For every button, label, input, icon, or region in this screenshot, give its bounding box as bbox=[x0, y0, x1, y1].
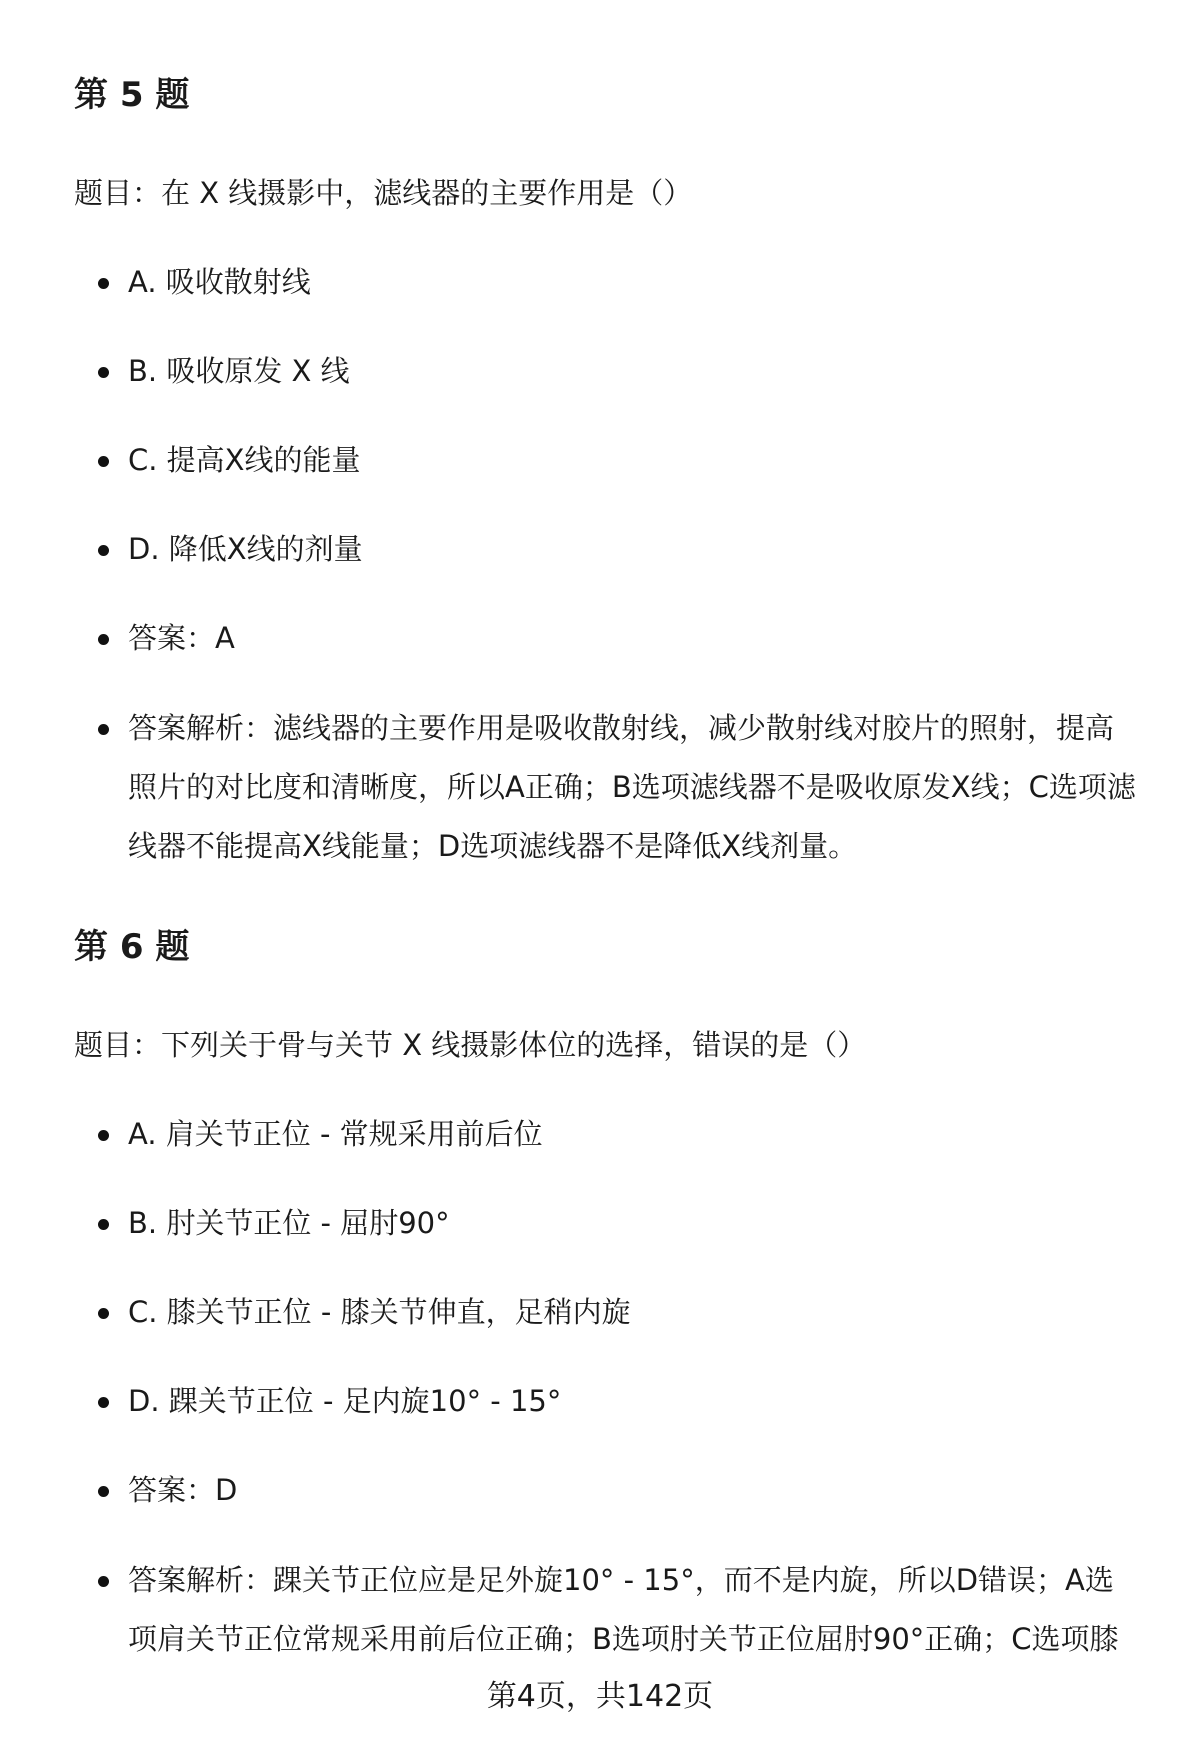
option-text: C. 提高X线的能量 bbox=[128, 443, 361, 477]
bullet-icon bbox=[98, 367, 109, 378]
question-heading: 第 5 题 bbox=[74, 75, 190, 115]
option-item bbox=[98, 342, 1148, 401]
question-stem: 题目：下列关于骨与关节 X 线摄影体位的选择，错误的是（） bbox=[74, 1028, 867, 1062]
option-item bbox=[98, 431, 1148, 490]
option-item bbox=[98, 520, 1148, 579]
answer-item bbox=[98, 609, 1148, 668]
option-item bbox=[98, 1283, 1148, 1342]
bullet-icon bbox=[98, 456, 109, 467]
bullet-icon bbox=[98, 1397, 109, 1408]
bullet-icon bbox=[98, 1130, 109, 1141]
question-heading: 第 6 题 bbox=[74, 927, 190, 967]
option-text: A. 肩关节正位 - 常规采用前后位 bbox=[128, 1117, 543, 1151]
answer-item bbox=[98, 1461, 1148, 1520]
bullet-icon bbox=[98, 1219, 109, 1230]
bullet-icon bbox=[98, 1576, 109, 1587]
option-item bbox=[98, 1105, 1148, 1164]
bullet-icon bbox=[98, 1486, 109, 1497]
option-text: B. 肘关节正位 - 屈肘90° bbox=[128, 1206, 450, 1240]
page-footer: 第4页，共142页 bbox=[486, 1679, 714, 1714]
option-text: D. 降低X线的剂量 bbox=[128, 532, 363, 566]
option-item bbox=[98, 1372, 1148, 1431]
option-text: D. 踝关节正位 - 足内旋10° - 15° bbox=[128, 1384, 562, 1418]
analysis-item bbox=[98, 1551, 1148, 1669]
option-item bbox=[98, 1194, 1148, 1253]
option-text: C. 膝关节正位 - 膝关节伸直，足稍内旋 bbox=[128, 1295, 631, 1329]
option-text: A. 吸收散射线 bbox=[128, 265, 311, 299]
answer-text: 答案：D bbox=[128, 1473, 238, 1507]
bullet-icon bbox=[98, 1308, 109, 1319]
question-stem: 题目：在 X 线摄影中，滤线器的主要作用是（） bbox=[74, 176, 693, 210]
option-text: B. 吸收原发 X 线 bbox=[128, 354, 350, 388]
option-item bbox=[98, 253, 1148, 312]
bullet-icon bbox=[98, 545, 109, 556]
analysis-text: 答案解析：踝关节正位应是足外旋10° - 15°，而不是内旋，所以D错误；A选项肩关节正位常规采用前后位正确；B选项肘关节正位屈肘90°正确；C选项膝 bbox=[128, 1563, 1119, 1656]
analysis-text: 答案解析：滤线器的主要作用是吸收散射线，减少散射线对胶片的照射，提高照片的对比度和清晰度，所以A正确；B选项滤线器不是吸收原发X线；C选项滤线器不能提高X线能量；D选项滤线器不是降低X线剂量。 bbox=[128, 711, 1136, 863]
answer-text: 答案：A bbox=[128, 621, 235, 655]
bullet-icon bbox=[98, 634, 109, 645]
analysis-item bbox=[98, 699, 1148, 876]
bullet-icon bbox=[98, 278, 109, 289]
bullet-icon bbox=[98, 724, 109, 735]
